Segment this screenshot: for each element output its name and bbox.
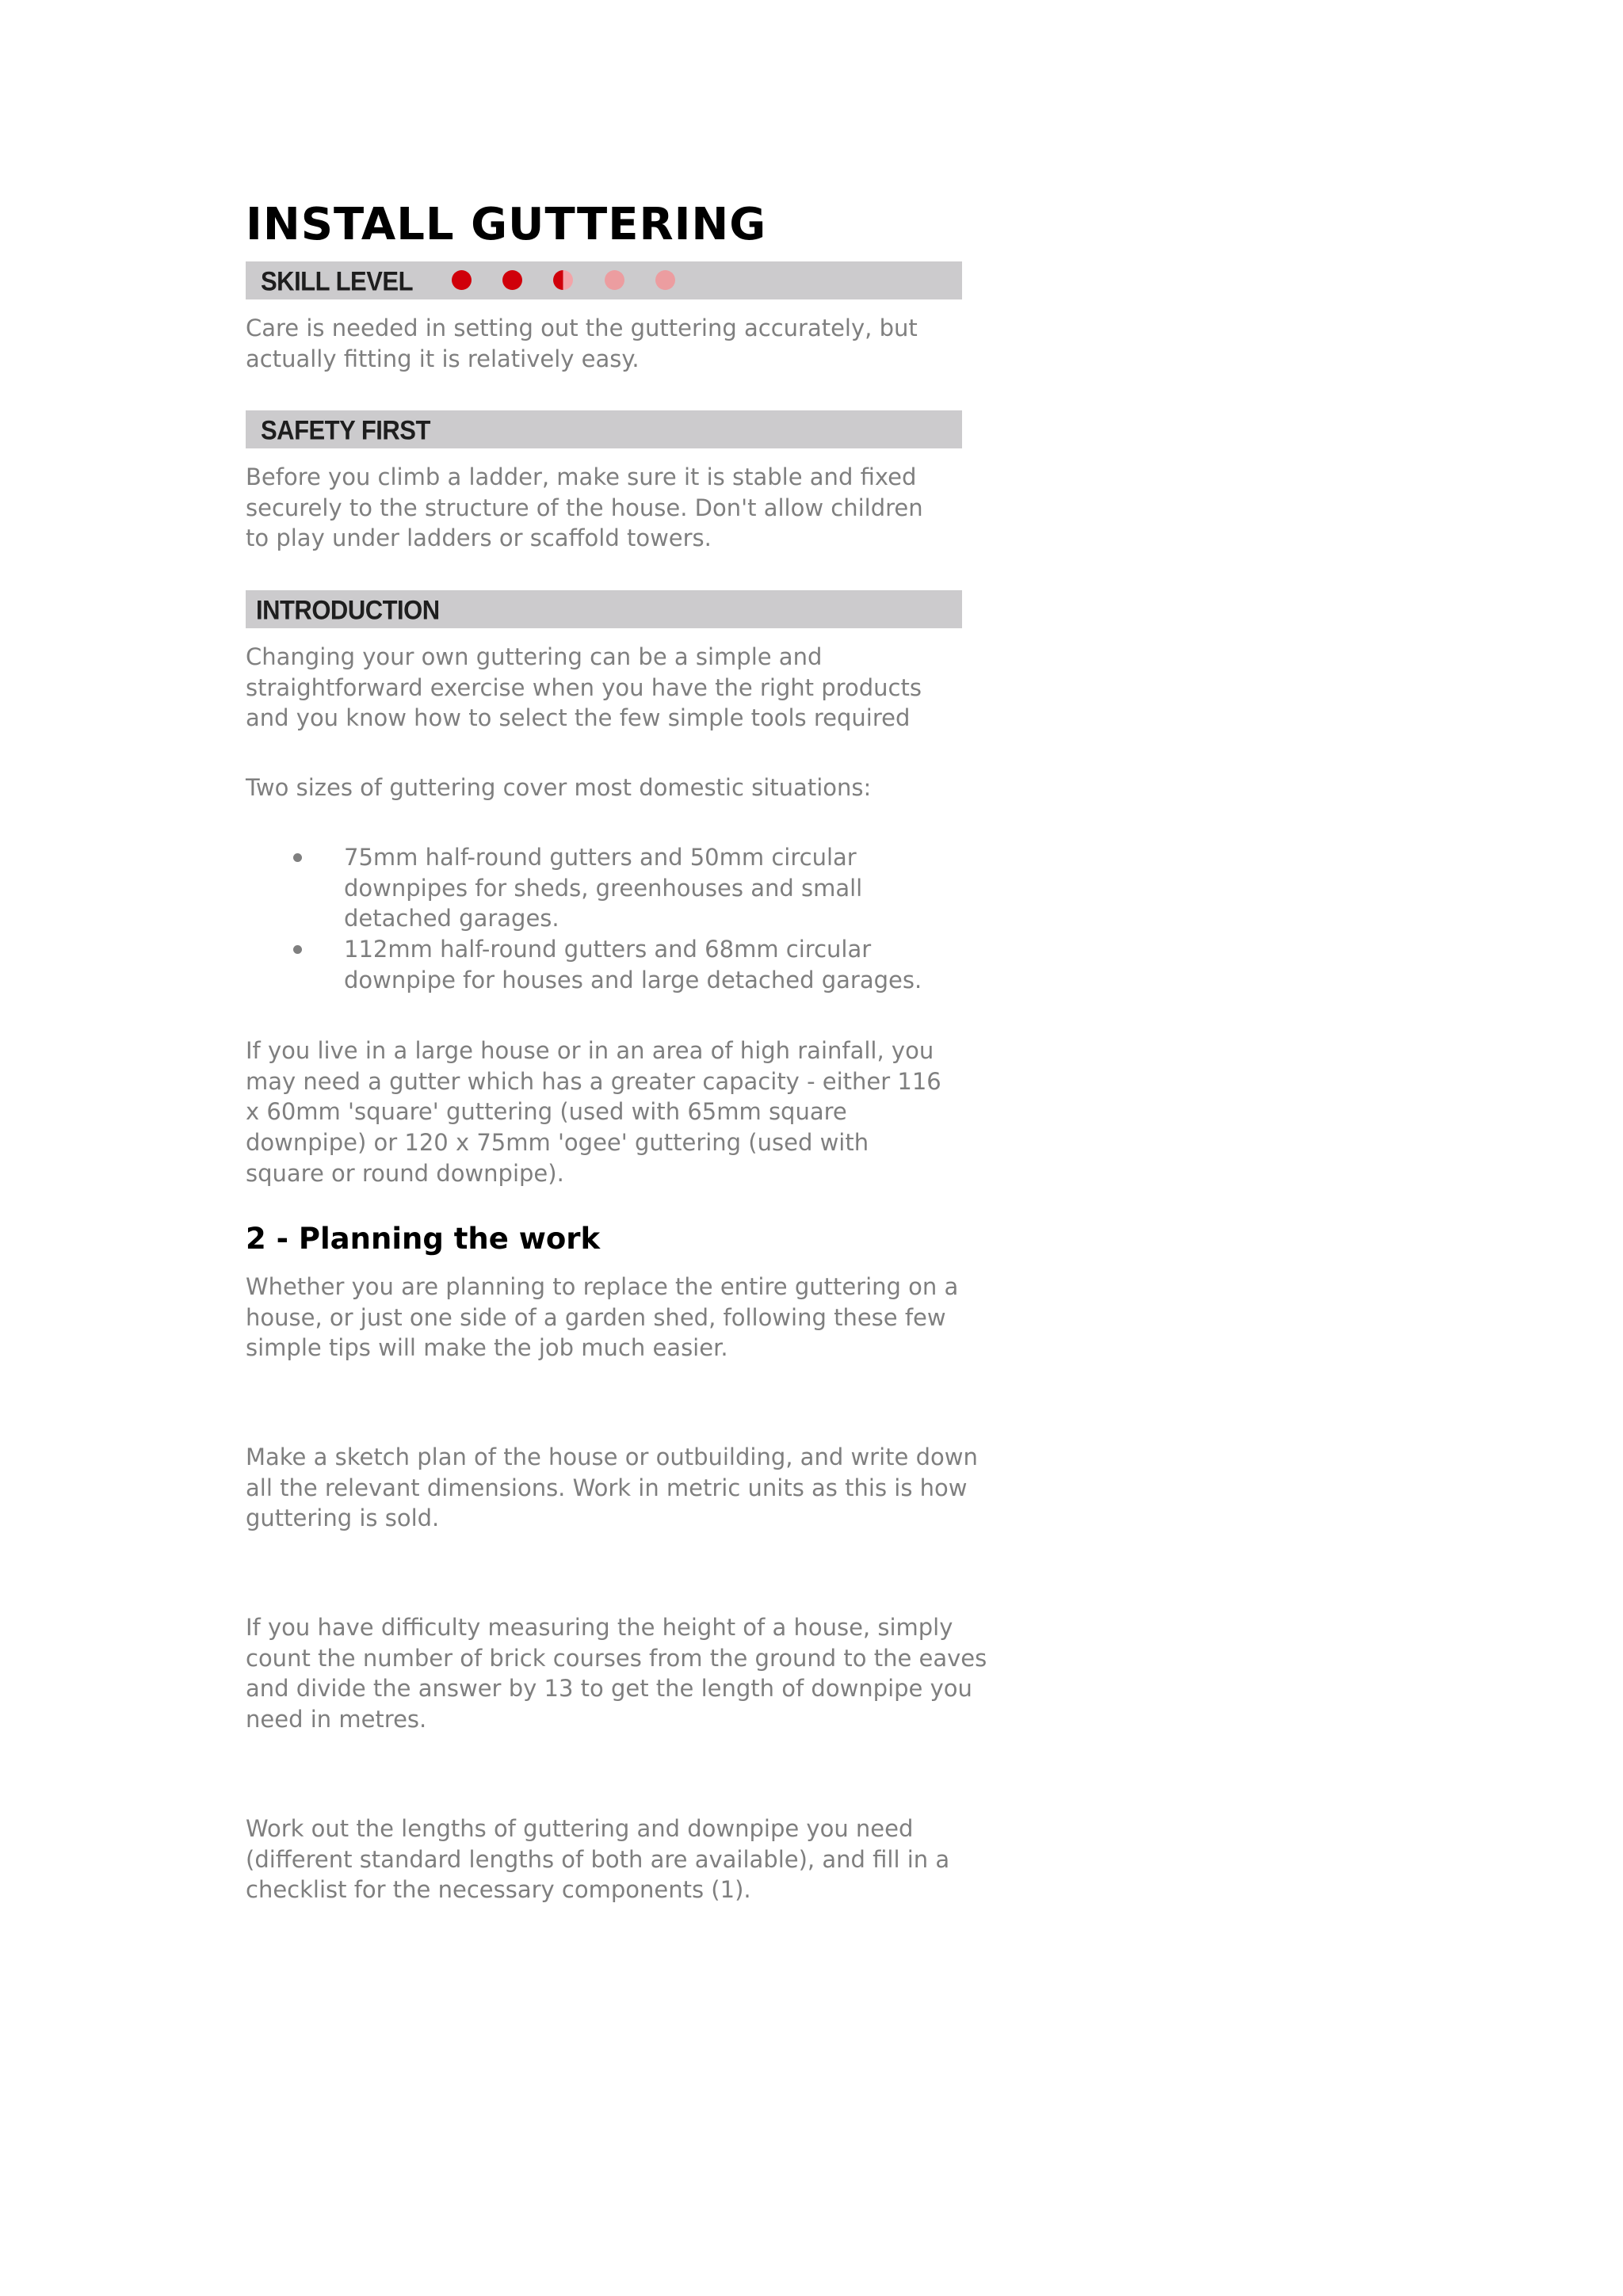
skill-level-label: SKILL LEVEL: [261, 265, 414, 297]
text-line: Whether you are planning to replace the entire guttering on a: [246, 1273, 959, 1300]
text-line: Make a sketch plan of the house or outbuilding, and write down: [246, 1444, 978, 1470]
text-line: downpipe for houses and large detached garages.: [344, 966, 922, 994]
text-line: 75mm half-round gutters and 50mm circular: [344, 844, 857, 871]
safety-first-bar: [246, 410, 962, 448]
text-line: checklist for the necessary components (1).: [246, 1876, 751, 1904]
text-line: Care is needed in setting out the guttering accurately, but: [246, 315, 918, 341]
skill-dot-2: [502, 270, 522, 290]
text-line: actually fitting it is relatively easy.: [246, 345, 640, 372]
text-line: securely to the structure of the house. Don't allow children: [246, 494, 923, 521]
text-line: and divide the answer by 13 to get the length of downpipe you: [246, 1675, 972, 1703]
text-line: detached garages.: [344, 905, 559, 933]
text-line: guttering is sold.: [246, 1505, 440, 1532]
text-line: 112mm half-round gutters and 68mm circular: [344, 936, 872, 963]
bullet-icon: [293, 945, 302, 954]
page-title: INSTALL GUTTERING: [246, 199, 767, 250]
intro-paragraph-2: [246, 772, 1006, 803]
text-line: simple tips will make the job much easier.: [246, 1334, 728, 1362]
introduction-bar: [246, 590, 962, 628]
planning-paragraph-4: [246, 1814, 1006, 1905]
planning-paragraph-3: [246, 1612, 1006, 1735]
skill-level-bar: [246, 261, 962, 299]
list-item: [246, 842, 1006, 934]
text-line: downpipe) or 120 x 75mm 'ogee' guttering (used with: [246, 1129, 869, 1157]
intro-paragraph-3: [246, 1035, 1006, 1189]
bullet-icon: [293, 853, 302, 862]
text-line: Before you climb a ladder, make sure it is stable and fixed: [246, 463, 917, 490]
skill-dot-5: [655, 270, 675, 290]
gutter-sizes-list: [246, 842, 1006, 996]
section-heading-planning: 2 - Planning the work: [246, 1222, 601, 1256]
text-line: may need a gutter which has a greater capacity - either 116: [246, 1067, 941, 1095]
text-line: all the relevant dimensions. Work in metric units as this is how: [246, 1474, 968, 1501]
skill-description: [246, 313, 1006, 374]
text-line: count the number of brick courses from the ground to the eaves: [246, 1644, 987, 1672]
text-line: and you know how to select the few simple tools required: [246, 704, 911, 732]
text-line: square or round downpipe).: [246, 1159, 564, 1187]
text-line: straightforward exercise when you have the right products: [246, 673, 922, 701]
text-line: downpipes for sheds, greenhouses and small: [344, 874, 863, 902]
text-line: (different standard lengths of both are available), and fill in a: [246, 1845, 950, 1873]
text-line: If you have difficulty measuring the height of a house, simply: [246, 1614, 953, 1641]
text-line: x 60mm 'square' guttering (used with 65mm square: [246, 1098, 847, 1126]
text-line: Work out the lengths of guttering and downpipe you need: [246, 1815, 914, 1842]
skill-dot-1: [452, 270, 472, 290]
safety-first-label: SAFETY FIRST: [261, 414, 430, 446]
intro-paragraph-1: [246, 642, 1006, 734]
text-line: If you live in a large house or in an area of high rainfall, you: [246, 1037, 934, 1064]
text-line: house, or just one side of a garden shed, following these few: [246, 1303, 946, 1331]
skill-dot-3: [553, 270, 573, 290]
introduction-label: INTRODUCTION: [256, 593, 440, 626]
text-line: need in metres.: [246, 1706, 427, 1733]
list-item: [246, 934, 1006, 995]
planning-paragraph-2: [246, 1442, 1006, 1534]
skill-rating: [246, 261, 962, 299]
text-line: Two sizes of guttering cover most domestic situations:: [246, 774, 872, 801]
skill-dot-4: [605, 270, 624, 290]
text-line: to play under ladders or scaffold towers.: [246, 524, 712, 552]
planning-paragraph-1: [246, 1272, 1006, 1363]
text-line: Changing your own guttering can be a simple and: [246, 643, 823, 670]
safety-text: [246, 462, 1006, 554]
